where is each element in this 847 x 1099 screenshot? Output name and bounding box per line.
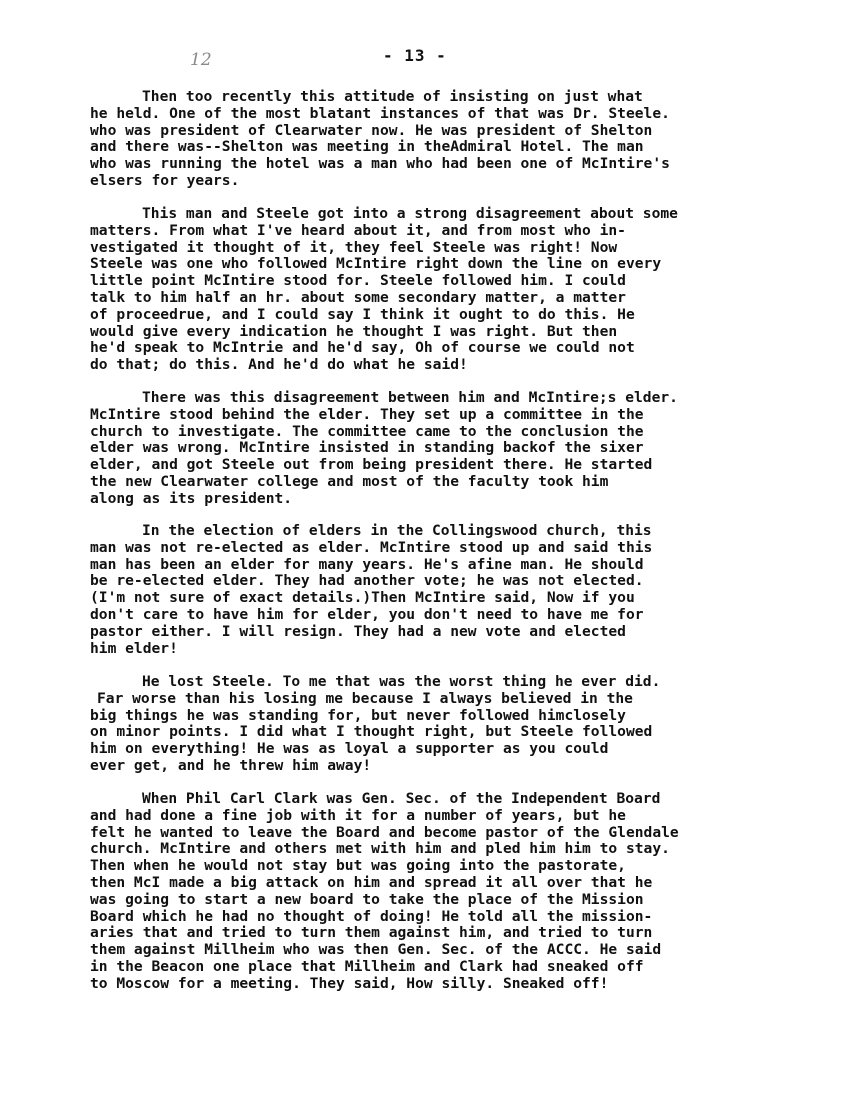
text-line: Steele was one who followed McIntire right down the line on every	[90, 255, 662, 273]
text-line: be re-elected elder. They had another vote; he was not elected.	[90, 572, 644, 590]
text-line: Far worse than his losing me because I always believed in the	[97, 689, 633, 707]
text-line: to Moscow for a meeting. They said, How silly. Sneaked off!	[90, 974, 609, 992]
text-line: (I'm not sure of exact details.)Then McIntire said, Now if you	[90, 589, 635, 607]
text-line: man was not re-elected as elder. McIntire stood up and said this	[90, 538, 653, 556]
text-line: of proceedrue, and I could say I think it ought to do this. He	[90, 305, 635, 323]
text-line: don't care to have him for elder, you don't need to have me for	[90, 606, 644, 623]
text-line: There was this disagreement between him and McIntire;s elder.	[142, 389, 678, 406]
text-line: he'd speak to McIntrie and he'd say, Oh of course we could not	[90, 339, 635, 357]
text-line: felt he wanted to leave the Board and become pastor of the Glendale	[90, 823, 679, 841]
text-line: church. McIntire and others met with him and pled him him to stay.	[90, 840, 670, 858]
text-line: who was running the hotel was a man who had been one of McIntire's	[90, 155, 670, 173]
text-line: then McI made a big attack on him and spread it all over that he	[90, 874, 653, 891]
text-line: elder, and got Steele out from being president there. He started	[90, 456, 653, 474]
text-line: do that; do this. And he'd do what he said!	[90, 356, 468, 374]
text-line: man has been an elder for many years. He's afine man. He should	[90, 555, 644, 573]
text-line: along as its president.	[90, 489, 293, 507]
text-line: This man and Steele got into a strong disagreement about some	[142, 205, 678, 222]
text-line: talk to him half an hr. about some secondary matter, a matter	[90, 289, 626, 306]
text-line: him elder!	[90, 639, 178, 657]
text-line: McIntire stood behind the elder. They set up a committee in the	[90, 405, 644, 423]
handwritten-margin-note: 12	[190, 50, 212, 70]
text-line: who was president of Clearwater now. He was president of Shelton	[90, 121, 653, 139]
text-line: Board which he had no thought of doing! He told all the mission-	[90, 907, 653, 925]
text-line: elsers for years.	[90, 172, 240, 189]
text-line: matters. From what I've heard about it, and from most who in-	[90, 221, 626, 239]
text-line: pastor either. I will resign. They had a new vote and elected	[90, 622, 626, 640]
text-line: them against Millheim who was then Gen. Sec. of the ACCC. He said	[90, 941, 662, 959]
text-line: In the election of elders in the Collingswood church, this	[142, 522, 652, 539]
text-line: When Phil Carl Clark was Gen. Sec. of the Independent Board	[142, 790, 661, 807]
text-line: Then too recently this attitude of insisting on just what	[142, 88, 643, 105]
text-line: little point McIntire stood for. Steele followed him. I could	[90, 272, 626, 290]
text-line: him on everything! He was as loyal a supporter as you could	[90, 740, 609, 758]
text-line: and had done a fine job with it for a number of years, but he	[90, 806, 626, 824]
text-line: was going to start a new board to take the place of the Mission	[90, 890, 644, 908]
text-line: would give every indication he thought I was right. But then	[90, 322, 618, 340]
text-line: elder was wrong. McIntire insisted in standing backof the sixer	[90, 439, 644, 457]
text-line: aries that and tried to turn them against him, and tried to turn	[90, 924, 653, 942]
text-line: on minor points. I did what I thought right, but Steele followed	[90, 723, 653, 741]
text-line: Then when he would not stay but was going into the pastorate,	[90, 857, 626, 875]
text-line: the new Clearwater college and most of the faculty took him	[90, 473, 609, 490]
text-line: He lost Steele. To me that was the worst thing he ever did.	[142, 673, 661, 690]
page-number: - 13 -	[383, 46, 447, 65]
text-line: ever get, and he threw him away!	[90, 757, 372, 774]
text-line: vestigated it thought of it, they feel Steele was right! Now	[90, 238, 618, 256]
text-line: he held. One of the most blatant instances of that was Dr. Steele.	[90, 104, 670, 122]
text-line: in the Beacon one place that Millheim and Clark had sneaked off	[90, 958, 644, 975]
text-line: church to investigate. The committee came to the conclusion the	[90, 422, 644, 440]
text-line: big things he was standing for, but never followed himclosely	[90, 706, 626, 724]
text-line: and there was--Shelton was meeting in theAdmiral Hotel. The man	[90, 138, 644, 156]
